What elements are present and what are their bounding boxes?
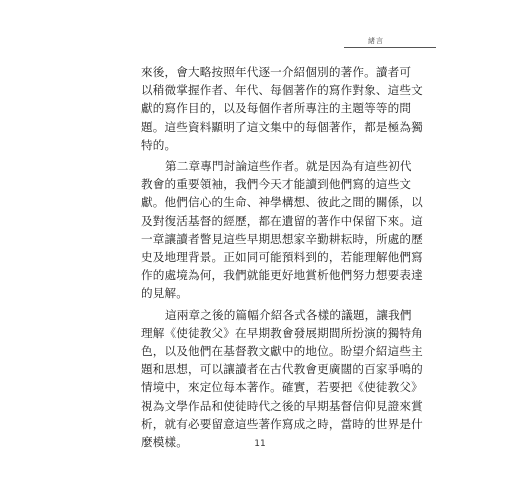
paragraph-line: 作的處境為何，我們就能更好地賞析他們努力想要表達 <box>141 268 423 283</box>
paragraph-line: 色，以及他們在基督教文獻中的地位。盼望介紹這些主 <box>141 344 423 359</box>
paragraph-line: 以稍微掌握作者、年代、每個著作的寫作對象、這些文 <box>141 83 423 98</box>
paragraph-3 <box>141 306 423 452</box>
paragraph-line: 獻的寫作目的，以及每個作者所專注的主題等等的問 <box>141 101 412 116</box>
paragraph-line: 及對復活基督的經歷，都在遺留的著作中保留下來。這 <box>141 213 423 228</box>
header-rule <box>344 47 436 48</box>
paragraph-line: 題。這些資料顯明了這文集中的每個著作，都是極為獨 <box>141 119 423 134</box>
paragraph-line: 教會的重要領袖，我們今天才能讀到他們寫的這些文 <box>141 177 412 192</box>
paragraph-line: 題和思想，可以讓讀者在古代教會更廣闊的百家爭鳴的 <box>141 362 423 377</box>
paragraph-line: 情境中，來定位每本著作。確實，若要把《使徒教父》 <box>141 380 423 395</box>
paragraph-line: 析，就有必要留意這些著作寫成之時，當時的世界是什 <box>141 416 423 431</box>
paragraph-line: 特的。 <box>141 137 177 152</box>
paragraph-line: 視為文學作品和使徒時代之後的早期基督信仰見證來賞 <box>141 398 423 413</box>
paragraph-line: 獻。他們信心的生命、神學構想、彼此之間的關係，以 <box>141 195 423 210</box>
paragraph-line: 這兩章之後的篇幅介紹各式各樣的議題，讓我們 <box>165 307 412 322</box>
paragraph-2 <box>141 157 423 303</box>
paragraph-line: 的見解。 <box>141 286 188 301</box>
body-text <box>141 63 423 451</box>
running-header-label: 緒言 <box>368 37 384 45</box>
page-number: 11 <box>254 439 266 449</box>
paragraph-1 <box>141 63 423 154</box>
paragraph-line: 來後，會大略按照年代逐一介紹個別的著作。讀者可 <box>141 65 412 79</box>
paragraph-line: 史及地理背景。正如同可能預料到的，若能理解他們寫 <box>141 250 423 265</box>
paragraph-line: 一章讓讀者瞥見這些早期思想家辛勤耕耘時，所處的歷 <box>141 231 423 246</box>
paragraph-line: 麼模樣。 <box>141 435 188 450</box>
paragraph-line: 第二章專門討論這些作者。就是因為有這些初代 <box>165 159 412 174</box>
paragraph-line: 理解《使徒教父》在早期教會發展期間所扮演的獨特角 <box>141 325 423 340</box>
